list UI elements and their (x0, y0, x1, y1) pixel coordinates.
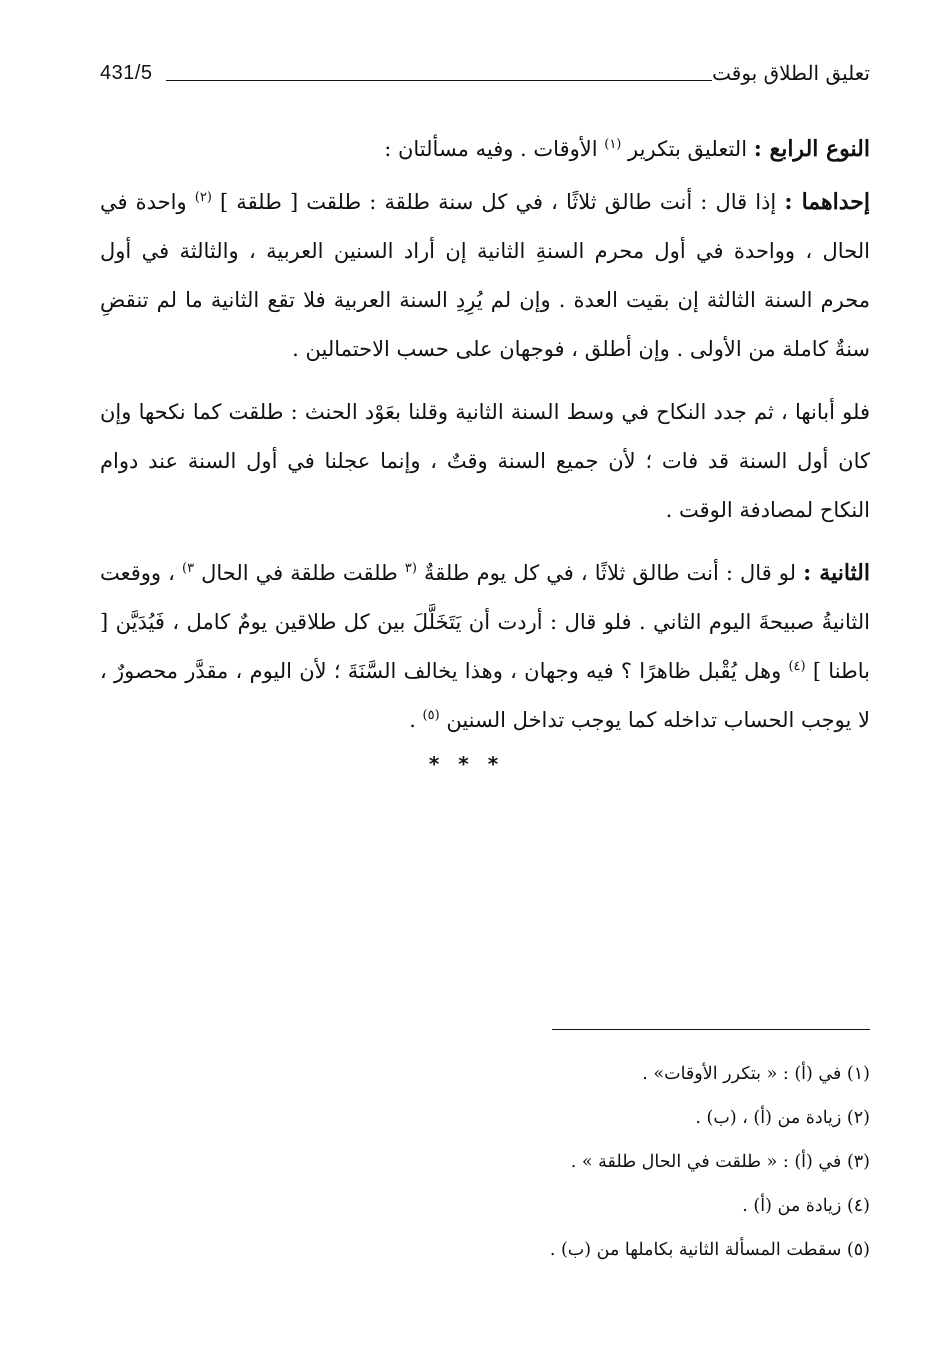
page-number: 431/5 (100, 62, 153, 84)
paragraph-text: وهل يُقْبل ظاهرًا ؟ فيه وجهان ، وهذا يخالف السَّنَةَ ؛ لأن اليوم ، مقدَّر محصورٌ ، لا يوجب الحساب تداخله كما يوجب تداخل السنين (100, 659, 870, 732)
paragraph-type-four (100, 125, 870, 174)
paragraph-text: فلو أبانها ، ثم جدد النكاح في وسط السنة الثانية وقلنا بعَوْد الحنث : طلقت كما نكحها وإن كان أول السنة قد فات ؛ لأن جميع السنة وقتٌ ، وإنما عجلنا في أول السنة عند دوام النكاح لمصادفة الوقت . (100, 400, 870, 522)
footnote-2: (٢) زيادة من (أ) ، (ب) . (695, 1108, 870, 1128)
footnote-ref-5: (٥) (422, 708, 440, 723)
paragraph-text: طلقت طلقة في الحال (194, 561, 405, 585)
footnote-1: (١) في (أ) : « بتكرر الأوقات» . (642, 1064, 870, 1084)
footnote-3: (٣) في (أ) : « طلقت في الحال طلقة » . (570, 1152, 870, 1172)
footnote-ref-3-close: ٣) (181, 561, 195, 576)
footnotes (100, 1052, 870, 1272)
paragraph-text: إذا قال : أنت طالق ثلاثًا ، في كل سنة طلقة : طلقت [ طلقة ] (211, 190, 785, 214)
footnote-ref-4: (٤) (788, 659, 806, 674)
paragraph-text: ، ووقعت الثانيةُ صبيحةَ اليوم الثاني . فلو قال : أردت أن يَتَخَلَّلَ بين كل طلاقين يومٌ كامل ، فَيُدَيَّن [ باطنا ] (100, 561, 870, 683)
section-separator: * * * (428, 752, 505, 776)
running-header (100, 58, 870, 92)
footnote-ref-2: (٢) (194, 190, 212, 205)
footnote-ref-1: (١) (604, 137, 622, 152)
footnote-5: (٥) سقطت المسألة الثانية بكاملها من (ب) . (549, 1240, 870, 1260)
paragraph-text: . (409, 708, 423, 732)
main-text (100, 125, 870, 755)
issue-heading-two: الثانية : (803, 560, 870, 586)
footnote-ref-3-open: (٣ (404, 561, 417, 576)
paragraph-text: لو قال : أنت طالق ثلاثًا ، في كل يوم طلقةٌ (416, 561, 804, 585)
paragraph-issue-two (100, 549, 870, 745)
header-rule (166, 80, 712, 81)
paragraph-text: التعليق بتكرير (621, 137, 754, 161)
running-title: تعليق الطلاق بوقت (712, 61, 870, 85)
footnote-4: (٤) زيادة من (أ) . (742, 1196, 870, 1216)
issue-heading-one: إحداهما : (784, 189, 871, 215)
paragraph-remarriage (100, 388, 870, 535)
section-heading: النوع الرابع : (753, 136, 870, 162)
footnote-rule (552, 1029, 870, 1030)
paragraph-text: واحدة في الحال ، وواحدة في أول محرم السنةِ الثانية إن أراد السنين العربية ، والثالثة في أول محرم السنة الثالثة إن بقيت العدة . وإن لم يُرِدِ السنة العربية فلا تقع الثانية ما لم تنقضِ سنةٌ كاملة من الأولى . وإن أطلق ، فوجهان على حسب الاحتمالين . (100, 190, 870, 361)
paragraph-issue-one (100, 178, 870, 374)
paragraph-text: الأوقات . وفيه مسألتان : (384, 137, 605, 161)
